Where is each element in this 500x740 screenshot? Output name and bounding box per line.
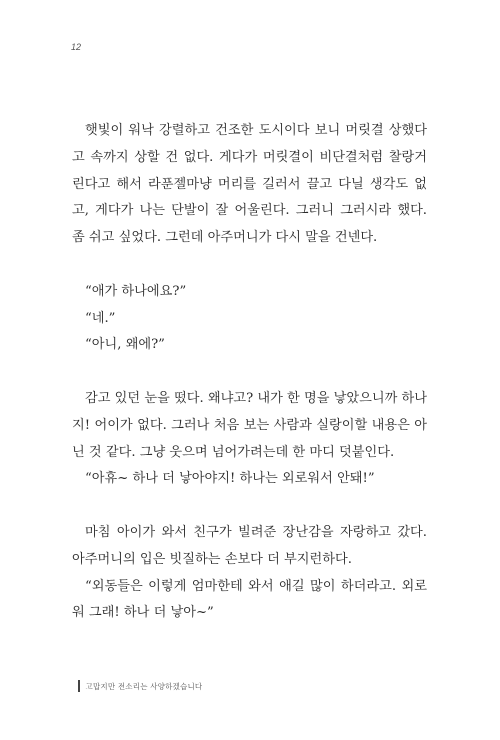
paragraph-child: 마침 아이가 와서 친구가 빌려준 장난감을 자랑하고 갔다. 아주머니의 입은 빗질하는 손보다 더 부지런하다. (72, 524, 427, 567)
paragraph-intro: 햇빛이 워낙 강렬하고 건조한 도시이다 보니 머릿결 상했다고 속까지 상할 건 없다. 게다가 머릿결이 비단결처럼 찰랑거린다고 해서 라푼젤마냥 머리를 길러서 끌고 다닐 생각도 없고, 게다가 나는 단발이 잘 어울린다. 그러니 그러시라 했다. 좀 쉬고 싶었다. 그런데 아주머니가 다시 말을 건넨다. (72, 123, 427, 246)
dialogue-line: “아니, 왜에?” (85, 337, 165, 353)
paragraph-gap (72, 252, 427, 279)
dialogue-line: “외동들은 이렇게 엄마한테 와서 애길 많이 하더라고. 외로워 그래! 하나 더 낳아~” (72, 578, 427, 621)
footer-divider (78, 680, 80, 692)
dialogue-line: “네.” (85, 310, 116, 326)
footer-book-title: 고맙지만 전소리는 사양하겠습니다 (85, 681, 203, 691)
running-footer (78, 679, 202, 693)
body-text (72, 118, 427, 627)
paragraph-gap (72, 359, 427, 386)
page-number: 12 (71, 42, 82, 52)
dialogue-line: “애가 하나에요?” (85, 283, 187, 299)
paragraph-gap (72, 493, 427, 520)
dialogue-line: “아휴~ 하나 더 낳아야지! 하나는 외로워서 안돼!” (85, 471, 375, 487)
paragraph-reaction: 감고 있던 눈을 떴다. 왜냐고? 내가 한 명을 낳았으니까 하나지! 어이가 없다. 그러나 처음 보는 사람과 실랑이할 내용은 아닌 것 같다. 그냥 웃으며 넘어가려는데 한 마디 덧붙인다. (72, 390, 427, 460)
